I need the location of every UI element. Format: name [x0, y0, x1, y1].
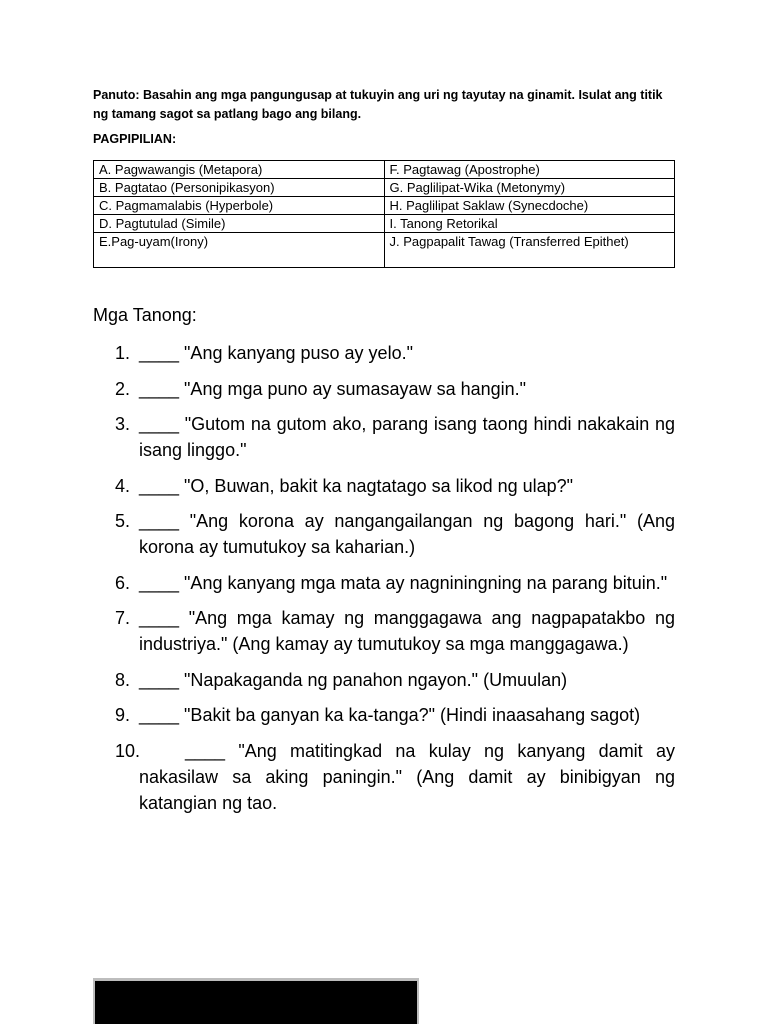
question-item — [93, 702, 675, 728]
question-text: ____ "Napakaganda ng panahon ngayon." (Umuulan) — [139, 669, 568, 690]
question-number: 5. — [115, 511, 131, 531]
choices-row — [94, 233, 675, 268]
question-item — [93, 667, 675, 693]
question-item — [93, 605, 675, 657]
question-number: 4. — [115, 475, 131, 496]
question-number: 6. — [115, 572, 131, 593]
question-text: ____ "Ang korona ay nangangailangan ng bagong hari." (Ang korona ay tumutukoy sa kaharian.) — [139, 511, 675, 557]
choices-row — [94, 197, 675, 215]
question-item — [93, 738, 675, 816]
question-text: ____ "Ang mga kamay ng manggagawa ang nagpapatakbo ng industriya." (Ang kamay ay tumutukoy sa mga manggagawa.) — [139, 608, 675, 654]
choice-cell: I. Tanong Retorikal — [384, 215, 675, 233]
question-number: 9. — [115, 705, 131, 725]
question-item — [93, 411, 675, 463]
question-item — [93, 473, 675, 499]
choice-cell: C. Pagmamalabis (Hyperbole) — [94, 197, 385, 215]
question-number: 10. — [115, 740, 141, 761]
question-item — [93, 340, 675, 366]
question-text: ____ "Ang matitingkad na kulay ng kanyang damit ay nakasilaw sa aking paningin." (Ang damit ay binibigyan ng katangian ng tao. — [139, 740, 675, 813]
choice-cell: J. Pagpapalit Tawag (Transferred Epithet) — [384, 233, 675, 268]
question-number: 2. — [115, 378, 131, 399]
choices-row — [94, 215, 675, 233]
question-item — [93, 508, 675, 560]
questions-title: Mga Tanong: — [93, 305, 197, 325]
question-item — [93, 570, 675, 596]
choice-cell: E.Pag-uyam(Irony) — [94, 233, 385, 268]
choice-cell: B. Pagtatao (Personipikasyon) — [94, 179, 385, 197]
choice-cell: F. Pagtawag (Apostrophe) — [384, 161, 675, 179]
question-item — [93, 376, 675, 402]
choices-label: PAGPIPILIAN: — [93, 132, 177, 146]
choices-table — [93, 160, 675, 268]
question-text: ____ "Ang kanyang mga mata ay nagniningning na parang bituin." — [139, 572, 668, 593]
question-number: 1. — [115, 343, 131, 363]
choices-row — [94, 161, 675, 179]
footer-bar — [95, 981, 417, 1024]
choice-cell: G. Paglilipat-Wika (Metonymy) — [384, 179, 675, 197]
question-text: ____ "O, Buwan, bakit ka nagtatago sa likod ng ulap?" — [139, 475, 574, 496]
question-number: 7. — [115, 608, 131, 628]
choice-cell: D. Pagtutulad (Simile) — [94, 215, 385, 233]
choices-row — [94, 179, 675, 197]
question-text: ____ "Ang mga puno ay sumasayaw sa hangin." — [139, 378, 527, 399]
question-text: ____ "Ang kanyang puso ay yelo." — [139, 343, 413, 363]
instructions-text: Panuto: Basahin ang mga pangungusap at tukuyin ang uri ng tayutay na ginamit. Isulat ang titik ng tamang sagot sa patlang bago ang bilang. — [93, 88, 663, 121]
choice-cell: A. Pagwawangis (Metapora) — [94, 161, 385, 179]
questions-list — [93, 340, 675, 825]
choice-cell: H. Paglilipat Saklaw (Synecdoche) — [384, 197, 675, 215]
question-text: ____ "Gutom na gutom ako, parang isang taong hindi nakakain ng isang linggo." — [139, 414, 675, 460]
question-number: 3. — [115, 414, 131, 434]
question-text: ____ "Bakit ba ganyan ka ka-tanga?" (Hindi inaasahang sagot) — [139, 705, 641, 725]
question-number: 8. — [115, 669, 131, 690]
